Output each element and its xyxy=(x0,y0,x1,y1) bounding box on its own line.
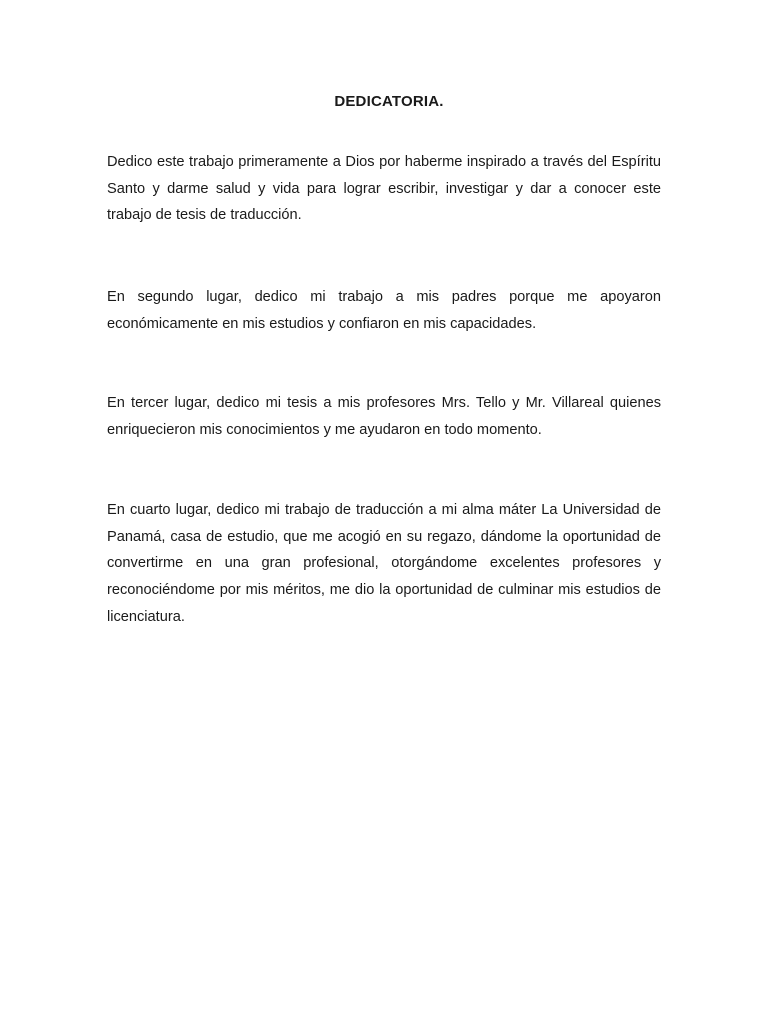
paragraph-dedication-god: Dedico este trabajo primeramente a Dios por haberme inspirado a través del Espíritu Santo y darme salud y vida para lograr escribir, investigar y dar a conocer este trabajo de tesis de traducción. xyxy=(107,154,661,224)
paragraph-dedication-university: En cuarto lugar, dedico mi trabajo de traducción a mi alma máter La Universidad de Panamá, casa de estudio, que me acogió en su regazo, dándome la oportunidad de convertirme en una gran profesional, otorgándome excelentes profesores y reconociéndome por mis méritos, me dio la oportunidad de culminar mis estudios de licenciatura. xyxy=(107,502,661,625)
paragraph-dedication-professors: En tercer lugar, dedico mi tesis a mis profesores Mrs. Tello y Mr. Villareal quienes enriquecieron mis conocimientos y me ayudaron en todo momento. xyxy=(107,395,661,438)
page-title: DEDICATORIA. xyxy=(334,93,444,110)
paragraph-dedication-parents: En segundo lugar, dedico mi trabajo a mis padres porque me apoyaron económicamente en mis estudios y confiaron en mis capacidades. xyxy=(107,289,661,332)
